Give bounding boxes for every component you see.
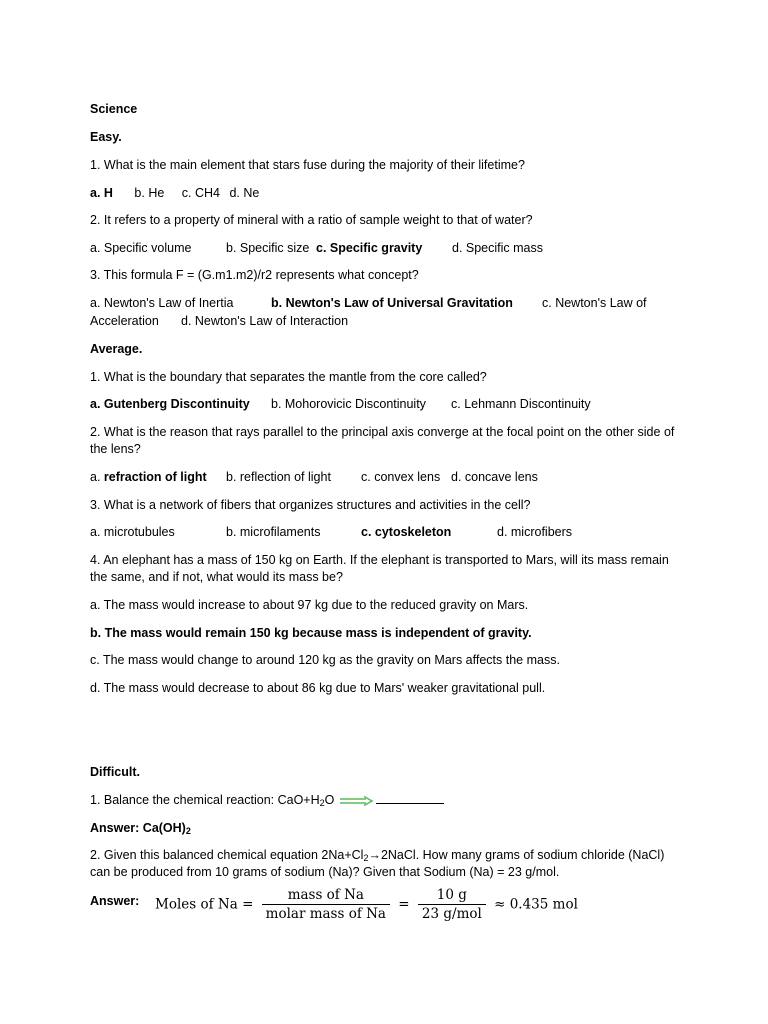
easy-q2-option-a: a. Specific volume: [90, 241, 192, 255]
average-q2-option-d: d. concave lens: [451, 470, 538, 484]
difficult-q1-question: [90, 792, 444, 809]
average-section-label: Average.: [90, 342, 143, 356]
average-q2-option-a-prefix: a.: [90, 470, 104, 484]
subject-heading: Science: [90, 102, 138, 116]
equation-result: ≈ 0.435 mol: [494, 896, 578, 913]
average-q2-option-b: b. reflection of light: [226, 470, 331, 484]
difficult-section-label: Difficult.: [90, 765, 140, 779]
easy-q3-option-c: c. Newton's Law of: [542, 296, 647, 310]
easy-q3-option-b: b. Newton's Law of Universal Gravitation: [271, 296, 513, 310]
easy-q1-option-a: a. H: [90, 186, 113, 200]
difficult-q1-answer: [90, 820, 191, 837]
easy-q1-option-d: d. Ne: [229, 186, 260, 200]
easy-q1-options: [90, 185, 259, 202]
easy-q3-option-a: a. Newton's Law of Inertia: [90, 296, 234, 310]
average-q3-question: 3. What is a network of fibers that organizes structures and activities in the cell?: [90, 498, 531, 512]
average-q3-option-a: a. microtubules: [90, 525, 175, 539]
difficult-q1-answer-subscript: 2: [185, 826, 191, 836]
moles-equation: [155, 887, 578, 922]
easy-q2-option-c: c. Specific gravity: [316, 241, 423, 255]
easy-q2-question: 2. It refers to a property of mineral with a ratio of sample weight to that of water?: [90, 213, 533, 227]
average-q4-option-c: c. The mass would change to around 120 kg as the gravity on Mars affects the mass.: [90, 653, 560, 667]
average-q1-option-b: b. Mohorovicic Discontinuity: [271, 397, 426, 411]
average-q2-option-c: c. convex lens: [361, 470, 441, 484]
average-q1-option-a: a. Gutenberg Discontinuity: [90, 397, 250, 411]
average-q3-option-d: d. microfibers: [497, 525, 573, 539]
fraction-1-denominator: molar mass of Na: [262, 904, 390, 922]
easy-section-label: Easy.: [90, 130, 122, 144]
difficult-q2-text-a: 2. Given this balanced chemical equation 2Na+Cl: [90, 848, 364, 862]
difficult-q2-question: [90, 847, 680, 881]
equation-lhs: Moles of Na: [155, 896, 238, 913]
equals-sign-2: =: [398, 896, 410, 913]
easy-q3-option-d: d. Newton's Law of Interaction: [181, 314, 349, 328]
answer-blank: [376, 792, 444, 804]
average-q2-option-a: refraction of light: [103, 470, 207, 484]
average-q4-question: 4. An elephant has a mass of 150 kg on Earth. If the elephant is transported to Mars, will its mass remain the same, and if not, what would its mass be?: [90, 553, 669, 584]
fraction-2-denominator: 23 g/mol: [418, 904, 486, 922]
easy-q1-option-c: c. CH4: [181, 186, 220, 200]
average-q4-option-d: d. The mass would decrease to about 86 kg due to Mars' weaker gravitational pull.: [90, 681, 546, 695]
fraction-values: [418, 887, 486, 922]
equals-sign-1: =: [242, 896, 254, 913]
average-q3-option-c: c. cytoskeleton: [361, 525, 452, 539]
fraction-1-numerator: mass of Na: [287, 887, 364, 903]
easy-q3-question: 3. This formula F = (G.m1.m2)/r2 represents what concept?: [90, 268, 419, 282]
easy-q2-option-b: b. Specific size: [226, 241, 310, 255]
easy-q3-option-c-continued: Acceleration: [90, 314, 159, 328]
difficult-q2-subscript: 2: [363, 853, 369, 863]
average-q1-question: 1. What is the boundary that separates the mantle from the core called?: [90, 370, 487, 384]
easy-q1-question: 1. What is the main element that stars fuse during the majority of their lifetime?: [90, 158, 525, 172]
difficult-q2-text-b: →2NaCl. How many grams of sodium chloride (NaCl) can be produced from 10 grams of sodium (Na)? Given that Sodium (Na) = 23 g/mol.: [90, 848, 665, 879]
difficult-q1-subscript: 2: [319, 798, 325, 808]
easy-q1-option-b: b. He: [134, 186, 165, 200]
fraction-2-numerator: 10 g: [436, 887, 467, 903]
average-q4-option-a: a. The mass would increase to about 97 kg due to the reduced gravity on Mars.: [90, 598, 529, 612]
difficult-q1-text-o: O: [324, 793, 335, 807]
fraction-mass-over-molar-mass: [262, 887, 390, 922]
average-q3-option-b: b. microfilaments: [226, 525, 321, 539]
difficult-q1-answer-text: Answer: Ca(OH): [90, 821, 186, 835]
average-q1-option-c: c. Lehmann Discontinuity: [451, 397, 591, 411]
reaction-arrow-icon: [340, 796, 374, 806]
difficult-q2-answer-label: Answer:: [90, 894, 140, 908]
average-q4-option-b: b. The mass would remain 150 kg because mass is independent of gravity.: [90, 626, 532, 640]
average-q2-question: 2. What is the reason that rays parallel to the principal axis converge at the focal point on the other side of the lens?: [90, 425, 675, 456]
difficult-q1-text: 1. Balance the chemical reaction: CaO+H: [90, 793, 320, 807]
easy-q2-option-d: d. Specific mass: [452, 241, 544, 255]
